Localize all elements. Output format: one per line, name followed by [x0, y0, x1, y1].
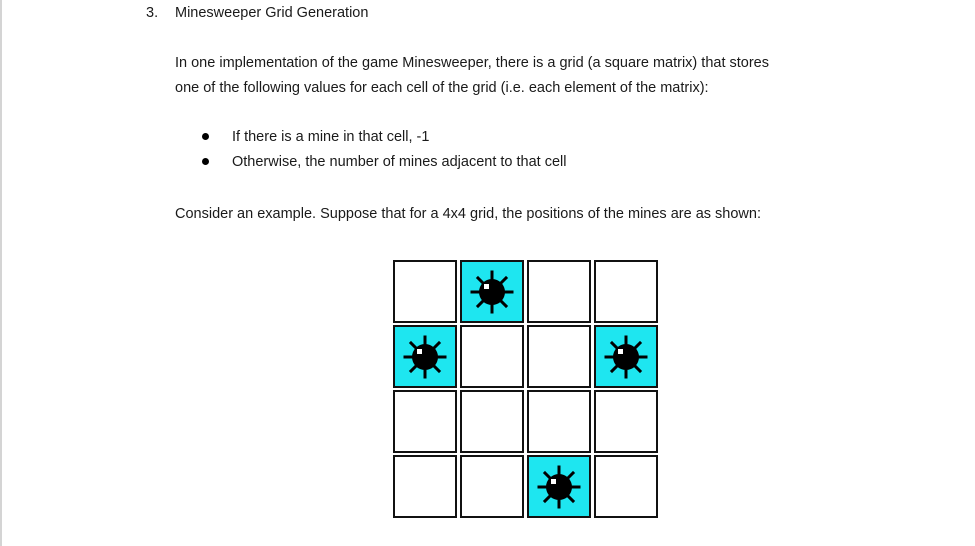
- grid-cell-mine: [527, 455, 591, 518]
- grid-cell-mine: [393, 325, 457, 388]
- bullet-icon: [202, 158, 209, 165]
- grid-cell-empty: [594, 390, 658, 453]
- intro-line-2: one of the following values for each cell of the grid (i.e. each element of the matrix):: [175, 80, 709, 96]
- grid-cell-empty: [460, 390, 524, 453]
- grid-cell-mine: [594, 325, 658, 388]
- grid-cell-empty: [527, 260, 591, 323]
- question-title: Minesweeper Grid Generation: [175, 5, 369, 21]
- bullet-item-mine: If there is a mine in that cell, -1: [232, 129, 430, 145]
- grid-cell-empty: [460, 455, 524, 518]
- grid-cell-mine: [460, 260, 524, 323]
- page-left-rule: [0, 0, 2, 546]
- question-number: 3.: [146, 5, 159, 21]
- bullet-item-adjacent: Otherwise, the number of mines adjacent to that cell: [232, 154, 567, 170]
- grid-cell-empty: [594, 260, 658, 323]
- grid-cell-empty: [527, 325, 591, 388]
- grid-cell-empty: [393, 390, 457, 453]
- grid-cell-empty: [460, 325, 524, 388]
- grid-cell-empty: [393, 455, 457, 518]
- intro-line-1: In one implementation of the game Minesweeper, there is a grid (a square matrix) that stores: [175, 55, 769, 71]
- grid-cell-empty: [393, 260, 457, 323]
- example-line: Consider an example. Suppose that for a 4x4 grid, the positions of the mines are as shown:: [175, 206, 761, 222]
- grid-cell-empty: [527, 390, 591, 453]
- bullet-icon: [202, 133, 209, 140]
- grid-cell-empty: [594, 455, 658, 518]
